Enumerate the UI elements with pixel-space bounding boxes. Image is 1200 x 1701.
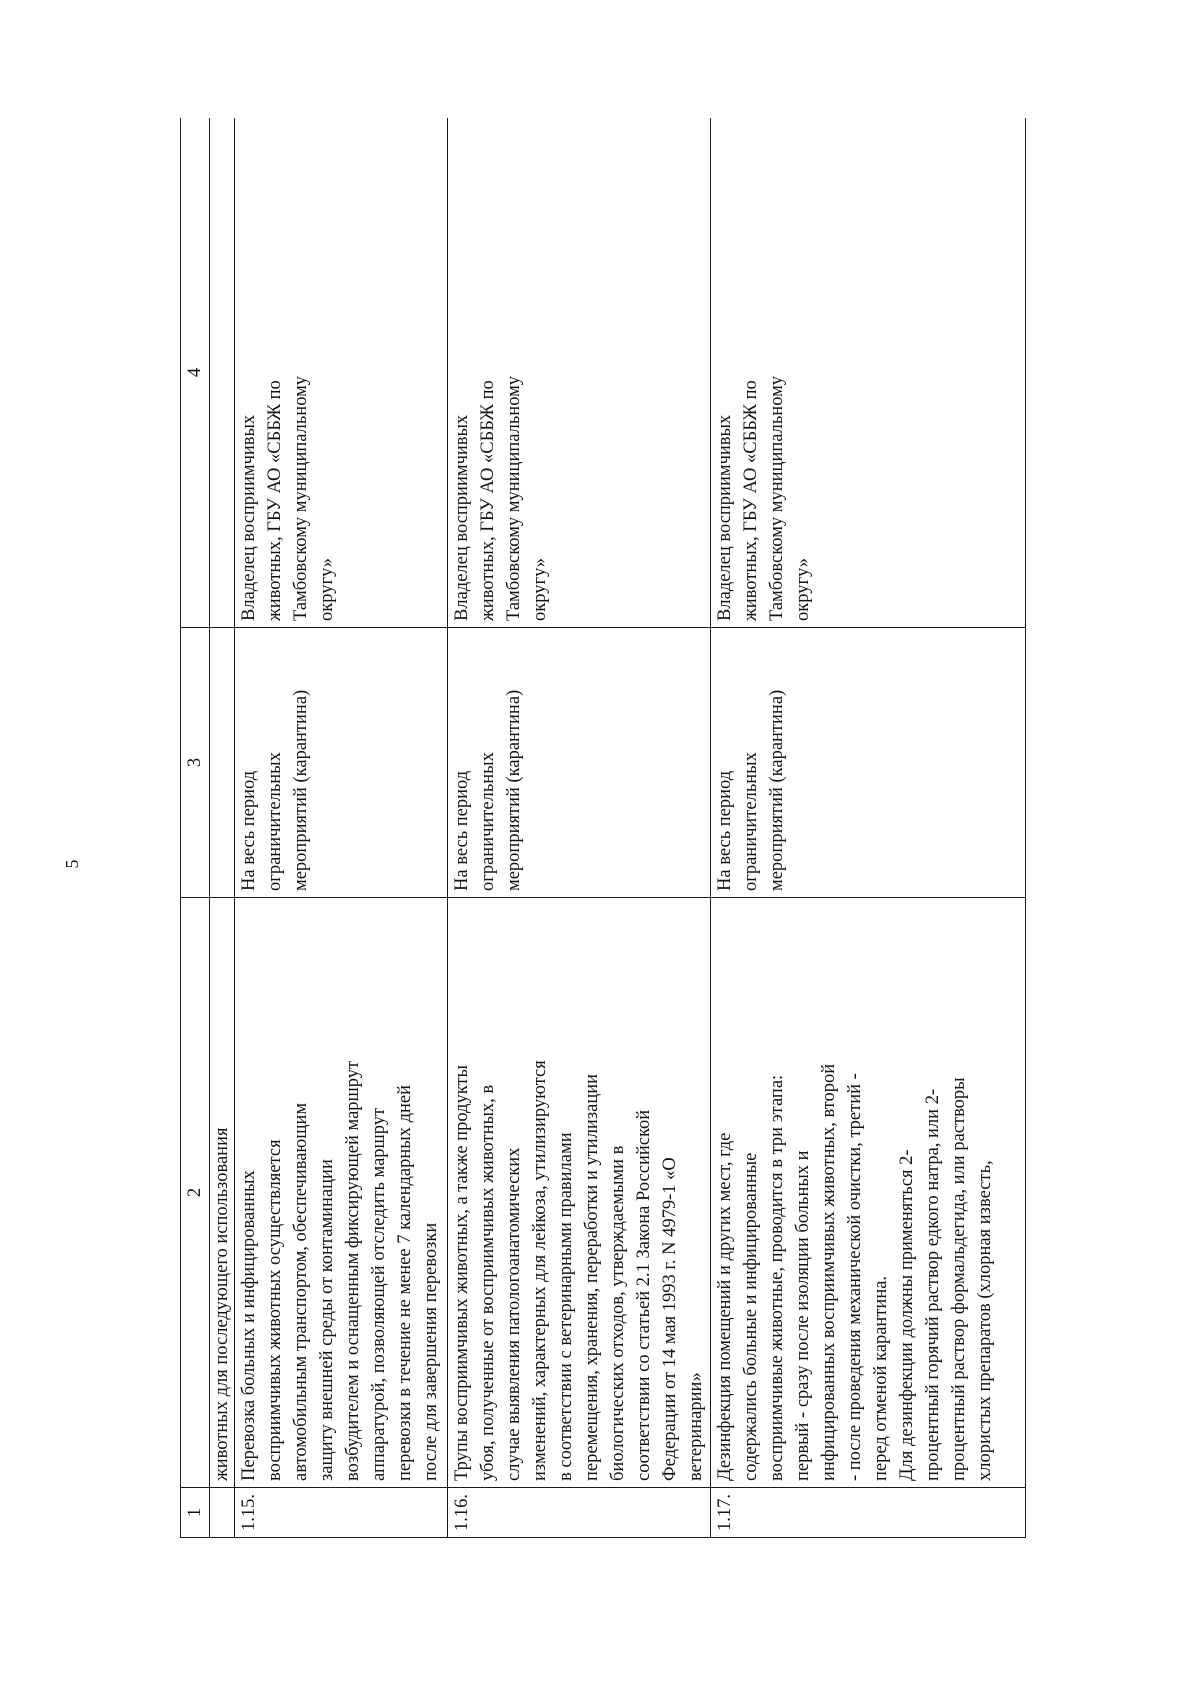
row-description: Перевозка больных и инфицированных восприимчивых животных осуществляется автомобильным транспортом, обеспечивающим защиту внешней среды от контаминации возбудителем и оснащенным фиксирующей маршрут аппаратурой, позволяющей отследить маршрут перевозки в течение не менее 7 календарных дней после для завершения перевозки: [235, 898, 448, 1488]
header-col-1: 1: [181, 1488, 210, 1538]
measures-table: [180, 118, 1026, 1538]
row-responsible: Владелец восприимчивых животных, ГБУ АО «СББЖ по Тамбовскому муниципальному округу»: [448, 118, 711, 628]
row-description: Трупы восприимчивых животных, а также продукты убоя, полученные от восприимчивых животных, в случае выявления патологоанатомических изменений, характерных для лейкоза, утилизируются в соответствии с ветеринарными правилами перемещения, хранения, переработки и утилизации биологических отходов, утверждаемыми в соответствии со статьей 2.1 Закона Российской Федерации от 14 мая 1993 г. N 4979-1 «О ветеринарии»: [448, 898, 711, 1488]
continuation-responsible-cell: [210, 118, 235, 628]
row-period: На весь период ограничительных мероприятий (карантина): [448, 628, 711, 898]
header-col-4: 4: [181, 118, 210, 628]
row-period: На весь период ограничительных мероприятий (карантина): [235, 628, 448, 898]
table-frame: [180, 118, 1050, 1538]
header-col-2: 2: [181, 898, 210, 1488]
row-number: 1.16.: [448, 1488, 711, 1538]
row-responsible: Владелец восприимчивых животных, ГБУ АО «СББЖ по Тамбовскому муниципальному округу»: [711, 118, 1026, 628]
header-col-3: 3: [181, 628, 210, 898]
page-number: 5: [62, 859, 82, 869]
header-row: [181, 118, 210, 1538]
continuation-text: животных для последующего использования: [210, 898, 235, 1488]
row-description: Дезинфекция помещений и других мест, где содержались больные и инфицированные восприимчивые животные, проводится в три этапа: первый - сразу после изоляции больных и инфицированных восприимчивых животных, второй - после проведения механической очистки, третий - перед отменой карантина. Для дезинфекции должны применяться 2- процентный горячий раствор едкого натра, или 2- процентный раствор формальдегида, или растворы хлористых препаратов (хлорная известь,: [711, 898, 1026, 1488]
table-row: [711, 118, 1026, 1538]
row-number: 1.17.: [711, 1488, 1026, 1538]
row-number: 1.15.: [235, 1488, 448, 1538]
rotated-table-container: [180, 118, 1050, 1538]
row-responsible: Владелец восприимчивых животных, ГБУ АО «СББЖ по Тамбовскому муниципальному округу»: [235, 118, 448, 628]
continuation-row: [210, 118, 235, 1538]
row-period: На весь период ограничительных мероприятий (карантина): [711, 628, 1026, 898]
continuation-num-cell: [210, 1488, 235, 1538]
table-row: [235, 118, 448, 1538]
continuation-period-cell: [210, 628, 235, 898]
table-row: [448, 118, 711, 1538]
